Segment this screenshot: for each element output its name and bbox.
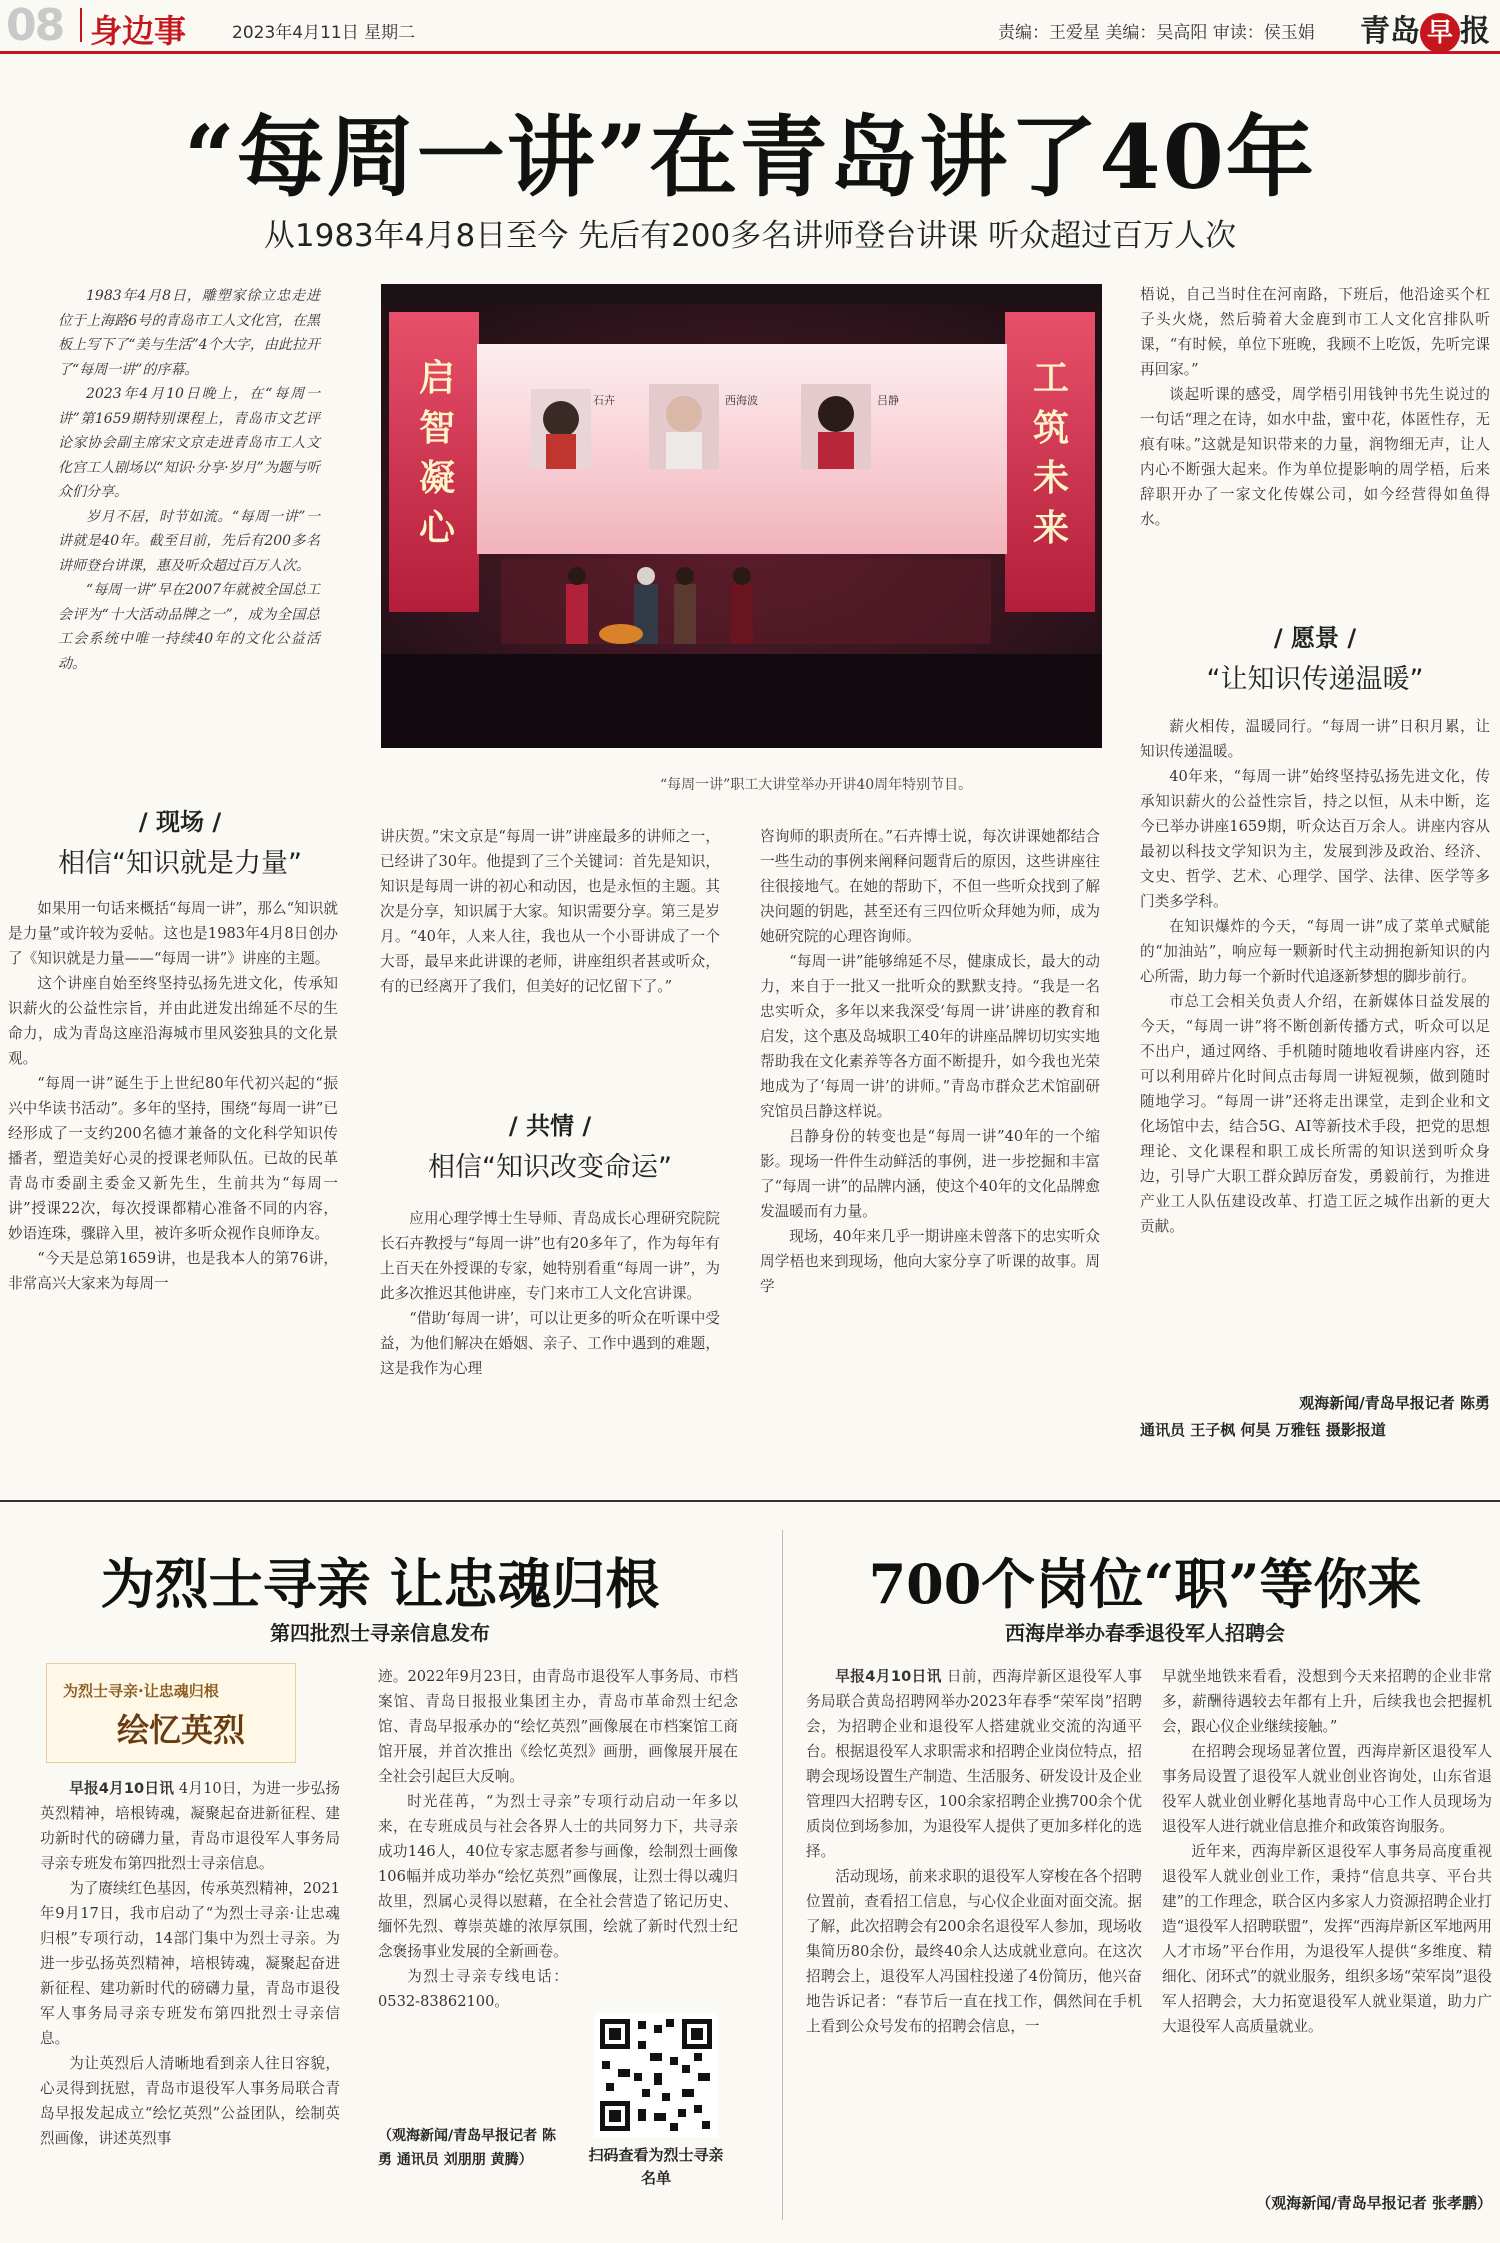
intro-paragraph: 岁月不居，时节如流。“每周一讲”一讲就是40年。截至目前，先后有200多名讲师登台讲课，惠及听众超过百万人次。 [58, 508, 320, 574]
story2-badge [46, 1663, 296, 1763]
main-headline: “每周一讲”在青岛讲了40年 [184, 105, 1316, 209]
article-paragraph: 为让英烈后人清晰地看到亲人往日容貌，心灵得到抚慰，青岛市退役军人事务局联合青岛早报发起成立“绘忆英烈”公益团队，绘制英烈画像，讲述英烈事 [40, 2055, 340, 2147]
dateline: 早报4月10日讯 [69, 1780, 174, 1797]
article-paragraph: “今天是总第1659讲，也是我本人的第76讲，非常高兴大家来为每周一 [8, 1250, 338, 1292]
column-rule [782, 1530, 783, 2220]
right-banner: 工筑未来 [1032, 358, 1069, 549]
article-paragraph: 这个讲座自始至终坚持弘扬先进文化，传承知识薪火的公益性宗旨，并由此迸发出绵延不尽的生命力，成为青岛这座沿海城市里风姿独具的文化景观。 [8, 975, 338, 1067]
qr-code-graphic [594, 2013, 718, 2137]
article-paragraph: 在知识爆炸的今天，“每周一讲”成了菜单式赋能的“加油站”，响应每一颗新时代主动拥抱新知识的内心所需，助力每一个新时代追逐新梦想的脚步前行。 [1140, 918, 1490, 985]
story3-column-1 [806, 1664, 1142, 2039]
section-title: 相信“知识改变命运” [428, 1152, 672, 1183]
lecture-stage-photo [381, 284, 1102, 748]
story3-subheadline: 西海岸举办春季退役军人招聘会 [1005, 1621, 1285, 1645]
page-header [0, 0, 1500, 54]
article-paragraph: 迹。2022年9月23日，由青岛市退役军人事务局、市档案馆、青岛日报报业集团主办，青岛市革命烈士纪念馆、青岛早报承办的“绘忆英烈”画像展在市档案馆工商馆开展，并首次推出《绘忆英烈》画册，画像展开展在全社会引起巨大反响。 [378, 1668, 738, 1785]
section-kicker: / 现场 / [138, 808, 222, 836]
story2-headline: 为烈士寻亲 让忠魂归根 [100, 1552, 660, 1616]
article-paragraph: 为了赓续红色基因，传承英烈精神，2021年9月17日，我市启动了“为烈士寻亲·让忠魂归根”专项行动，14部门集中为烈士寻亲。为进一步弘扬英烈精神，培根铸魂，凝聚起奋进新征程、建功新时代的磅礴力量，青岛市退役军人事务局寻亲专班发布第四批烈士寻亲信息。 [40, 1880, 340, 2047]
article-column-2 [380, 824, 720, 999]
article-paragraph: “借助‘每周一讲’，可以让更多的听众在听课中受益，为他们解决在婚姻、亲子、工作中遇到的难题，这是我作为心理 [380, 1310, 720, 1377]
section-heading-vision [1140, 618, 1490, 696]
section-heading-empathy [380, 1106, 720, 1184]
editor-credits: 责编：王爱星 美编：吴高阳 审读：侯玉娟 [998, 23, 1315, 43]
article-paragraph: 讲庆贺。”宋文京是“每周一讲”讲座最多的讲师之一，已经讲了30年。他提到了三个关键词：首先是知识，知识是每周一讲的初心和动因，也是永恒的主题。其次是分享，知识属于大家。知识需要分享。第三是岁月。“40年，人来人往，我也从一个小哥讲成了一个大哥，最早来此讲课的老师，讲座组织者甚或听众，有的已经离开了我们，但美好的记忆留下了。” [380, 828, 720, 995]
intro-paragraph: 2023年4月10日晚上，在“每周一讲”第1659期特别课程上，青岛市文艺评论家协会副主席宋文京走进青岛市工人文化宫工人剧场以“知识·分享·岁月”为题与听众们分享。 [58, 386, 320, 500]
article-paragraph: 吕静身份的转变也是“每周一讲”40年的一个缩影。现场一件件生动鲜活的事例，进一步挖掘和丰富了“每周一讲”的品牌内涵，使这个40年的文化品牌愈发温暖而有力量。 [760, 1128, 1100, 1220]
qr-caption: 扫码查看为烈士寻亲名单 [588, 2146, 724, 2187]
story3-column-2 [1162, 1664, 1492, 2039]
portrait-label: 石卉 [593, 394, 615, 407]
story2-subheadline: 第四批烈士寻亲信息发布 [270, 1621, 490, 1645]
byline-contributors: 通讯员 王子枫 何昊 万雅钰 摄影报道 [1140, 1421, 1386, 1439]
left-banner: 启智凝心 [418, 358, 455, 549]
stage-illustration [381, 284, 1102, 748]
article-paragraph: 市总工会相关负责人介绍，在新媒体日益发展的今天，“每周一讲”将不断创新传播方式，听众可以足不出户，通过网络、手机随时随地收看讲座内容，还可以利用碎片化时间点击每周一讲短视频，做到随时随地学习。“每周一讲”还将走出课堂，走到企业和文化场馆中去，结合5G、AI等新技术手段，把党的思想理论、文化课程和职工成长所需的知识送到听众身边，引导广大职工群众踔厉奋发，勇毅前行，为推进产业工人队伍建设改革、打造工匠之城作出新的更大贡献。 [1140, 993, 1490, 1235]
intro-paragraph: “每周一讲”早在2007年就被全国总工会评为“十大活动品牌之一”，成为全国总工会系统中唯一持续40年的文化公益活动。 [58, 582, 320, 672]
portrait-label: 西海波 [725, 394, 758, 407]
article-paragraph: 现场，40年来几乎一期讲座未曾落下的忠实听众周学梧也来到现场，他向大家分享了听课的故事。周学 [760, 1228, 1100, 1295]
article-paragraph: 为烈士寻亲专线电话：0532-83862100。 [378, 1968, 568, 2010]
article-column-3 [760, 824, 1100, 1299]
story3-headline: 700个岗位“职”等你来 [868, 1552, 1422, 1616]
article-paragraph: 日前，西海岸新区退役军人事务局联合黄岛招聘网举办2023年春季“荣军岗”招聘会，为招聘企业和退役军人搭建就业交流的沟通平台。根据退役军人求职需求和招聘企业岗位特点，招聘会现场设置生产制造、生活服务、研发设计及企业管理四大招聘专区，100余家招聘企业携700余个优质岗位到场参加，为退役军人提供了更加多样化的选择。 [806, 1668, 1142, 1860]
article-column-1 [8, 896, 338, 1296]
article-paragraph: “每周一讲”能够绵延不尽，健康成长，最大的动力，来自于一批又一批听众的默默支持。“我是一名忠实听众，多年以来我深受‘每周一讲’讲座的教育和启发，这个惠及岛城职工40年的讲座品牌切切实实地帮助我在文化素养等各方面不断提升，如今我也光荣地成为了‘每周一讲’的讲师。”青岛市群众艺术馆副研究馆员吕静这样说。 [760, 953, 1100, 1120]
photo-caption: “每周一讲”职工大讲堂举办开讲40周年特别节目。 [660, 777, 973, 793]
article-paragraph: 应用心理学博士生导师、青岛成长心理研究院院长石卉教授与“每周一讲”也有20多年了，作为每年有上百天在外授课的专家，她特别看重“每周一讲”，为此多次推迟其他讲座，专门来市工人文化宫讲课。 [380, 1210, 720, 1302]
section-kicker: / 共情 / [508, 1112, 592, 1140]
section-name: 身边事 [90, 12, 187, 50]
section-heading-scene [20, 802, 340, 880]
section-title: 相信“知识就是力量” [58, 848, 302, 879]
header-divider [80, 8, 82, 42]
article-paragraph: 40年来，“每周一讲”始终坚持弘扬先进文化，传承知识薪火的公益性宗旨，持之以恒，从未中断，迄今已举办讲座1659期，听众达百万余人。讲座内容从最初以科技文学知识为主，发展到涉及政治、经济、文史、哲学、艺术、心理学、国学、法律、医学等多门类多学科。 [1140, 768, 1490, 910]
badge-title: 绘忆英烈 [117, 1711, 246, 1749]
newspaper-logo: 青岛 早 报 [1360, 6, 1490, 53]
story2-column-1 [40, 1776, 340, 2151]
article-column-4b [1140, 714, 1490, 1239]
main-byline [1140, 1390, 1490, 1444]
article-paragraph: 在招聘会现场显著位置，西海岸新区退役军人事务局设置了退役军人就业创业咨询处，山东省退役军人就业创业孵化基地青岛中心工作人员现场为退役军人进行就业信息推介和政策咨询服务。 [1162, 1743, 1492, 1835]
article-paragraph: 谈起听课的感受，周学梧引用钱钟书先生说过的一句话“理之在诗，如水中盐，蜜中花，体匿性存，无痕有味。”这就是知识带来的力量，润物细无声，让人内心不断强大起来。作为单位提影响的周学梧，后来辞职开办了一家文化传媒公司，如今经营得如鱼得水。 [1140, 386, 1490, 528]
article-paragraph: 早就坐地铁来看看，没想到今天来招聘的企业非常多，薪酬待遇较去年都有上升，后续我也会把握机会，跟心仪企业继续接触。” [1162, 1668, 1492, 1735]
page-number: 08 [6, 0, 64, 51]
intro-column [58, 284, 320, 676]
section-kicker: / 愿景 / [1273, 624, 1357, 652]
article-paragraph: 薪火相传，温暖同行。“每周一讲”日积月累，让知识传递温暖。 [1140, 718, 1490, 760]
intro-paragraph: 1983年4月8日，雕塑家徐立忠走进位于上海路6号的青岛市工人文化宫，在黑板上写下了“美与生活”4个大字，由此拉开了“每周一讲”的序幕。 [58, 288, 320, 378]
article-paragraph: 4月10日，为进一步弘扬英烈精神，培根铸魂，凝聚起奋进新征程、建功新时代的磅礴力量，青岛市退役军人事务局寻亲专班发布第四批烈士寻亲信息。 [40, 1780, 341, 1872]
main-subheadline: 从1983年4月8日至今 先后有200多名讲师登台讲课 听众超过百万人次 [263, 218, 1237, 254]
article-paragraph: “每周一讲”诞生于上世纪80年代初兴起的“振兴中华读书活动”。多年的坚持，围绕“每周一讲”已经形成了一支约200名德才兼备的文化科学知识传播者，塑造美好心灵的授课老师队伍。已故的民革青岛市委副主委金又新先生，生前共为“每周一讲”授课22次，每次授课都精心准备不同的内容，妙语连珠，骤辟入里，被许多听众视作良师诤友。 [8, 1075, 338, 1242]
article-paragraph: 咨询师的职责所在。”石卉博士说，每次讲课她都结合一些生动的事例来阐释问题背后的原因，这些讲座往往很接地气。在她的帮助下，不但一些听众找到了解决问题的钥匙，甚至还有三四位听众拜她为师，成为她研究院的心理咨询师。 [760, 828, 1100, 945]
article-column-4 [1140, 282, 1490, 532]
story2-column-2 [378, 1664, 738, 2014]
byline-reporter: 观海新闻/青岛早报记者 陈勇 [1299, 1394, 1490, 1412]
story-divider [0, 1500, 1500, 1502]
article-paragraph: 如果用一句话来概括“每周一讲”，那么“知识就是力量”或许较为妥帖。这也是1983年4月8日创办了《知识就是力量——“每周一讲”》讲座的主题。 [8, 900, 338, 967]
story2-byline: （观海新闻/青岛早报记者 陈勇 通讯员 刘朋朋 黄腾） [378, 2128, 556, 2168]
issue-date: 2023年4月11日 星期二 [232, 23, 416, 43]
badge-subtitle: 为烈士寻亲·让忠魂归根 [63, 1682, 219, 1700]
story3-byline: （观海新闻/青岛早报记者 张孝鹏） [1256, 2194, 1492, 2212]
article-paragraph: 时光荏苒，“为烈士寻亲”专项行动启动一年多以来，在专班成员与社会各界人士的共同努力下，共寻亲成功146人，40位专家志愿者参与画像，绘制烈士画像106幅并成功举办“绘忆英烈”画像展，让烈士得以魂归故里，烈属心灵得以慰藉，在全社会营造了铭记历史、缅怀先烈、尊崇英雄的浓厚氛围，绘就了新时代烈士纪念褒扬事业发展的全新画卷。 [378, 1793, 738, 1960]
portrait-label: 吕静 [877, 394, 899, 407]
article-paragraph: 活动现场，前来求职的退役军人穿梭在各个招聘位置前，查看招工信息，与心仪企业面对面交流。据了解，此次招聘会有200余名退役军人参加，现场收集简历80余份，最终40余人达成就业意向。在这次招聘会上，退役军人冯国柱投递了4份简历，他兴奋地告诉记者：“春节后一直在找工作，偶然间在手机上看到公众号发布的招聘会信息，一 [806, 1868, 1142, 2035]
article-paragraph: 近年来，西海岸新区退役军人事务局高度重视退役军人就业创业工作，秉持“信息共享、平台共建”的工作理念，联合区内多家人力资源招聘企业打造“退役军人招聘联盟”，发挥“西海岸新区军地两用人才市场”平台作用，为退役军人提供“多维度、精细化、闭环式”的就业服务，组织多场“荣军岗”退役军人招聘会，大力拓宽退役军人就业渠道，助力广大退役军人高质量就业。 [1162, 1843, 1492, 2035]
article-column-2b [380, 1206, 720, 1381]
dateline: 早报4月10日讯 [835, 1668, 942, 1685]
qr-code[interactable] [594, 2013, 718, 2137]
article-paragraph: 梧说，自己当时住在河南路，下班后，他沿途买个杠子头火烧，然后骑着大金鹿到市工人文化宫排队听课，“有时候，单位下班晚，我顾不上吃饭，先听完课再回家。” [1140, 286, 1490, 378]
section-title: “让知识传递温暖” [1206, 664, 1424, 695]
